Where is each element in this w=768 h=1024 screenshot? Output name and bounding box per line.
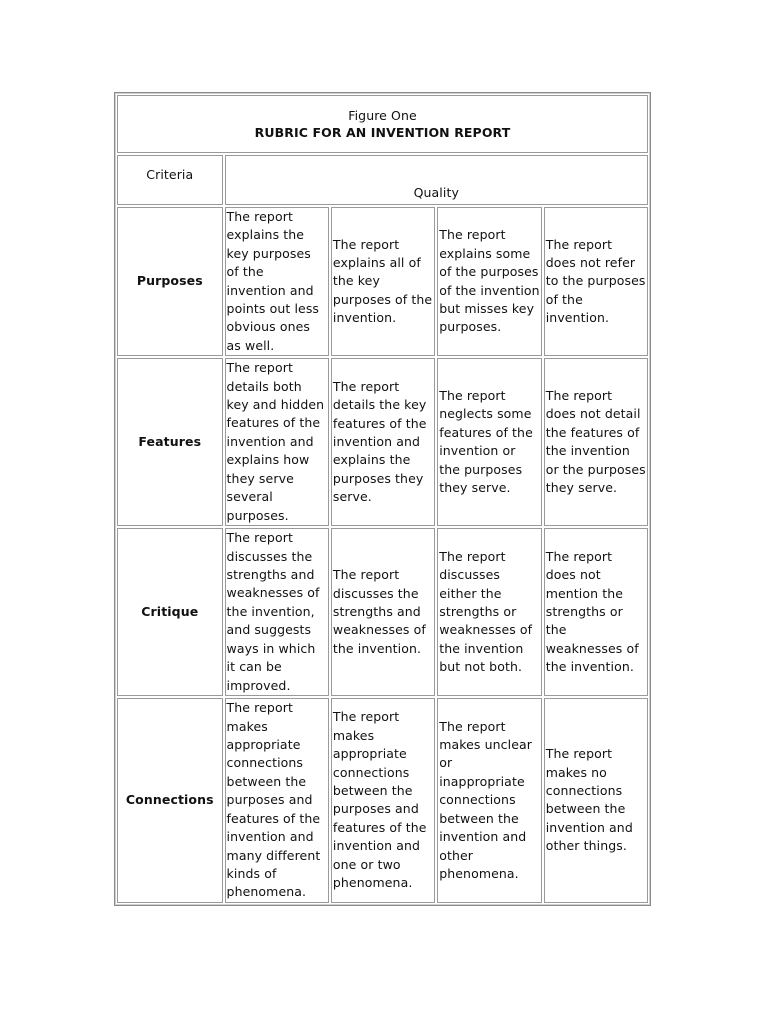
table-row bbox=[117, 528, 648, 696]
header-criteria: Criteria bbox=[117, 155, 223, 205]
quality-cell: The report explains all of the key purposes of the invention. bbox=[331, 207, 435, 356]
quality-cell: The report explains some of the purposes of the invention but misses key purposes. bbox=[437, 207, 542, 356]
figure-label: Figure One bbox=[348, 108, 417, 123]
criterion-cell: Features bbox=[117, 358, 223, 526]
quality-cell: The report does not detail the features of the invention or the purposes they serve. bbox=[544, 358, 648, 526]
quality-cell: The report discusses either the strengths or weaknesses of the invention but not both. bbox=[437, 528, 542, 696]
title-cell bbox=[117, 95, 648, 153]
quality-cell: The report makes no connections between the invention and other things. bbox=[544, 698, 648, 902]
header-quality: Quality bbox=[225, 155, 648, 205]
table-row bbox=[117, 358, 648, 526]
quality-cell: The report details the key features of the invention and explains the purposes they serve. bbox=[331, 358, 435, 526]
criterion-cell: Connections bbox=[117, 698, 223, 902]
criterion-cell: Critique bbox=[117, 528, 223, 696]
quality-cell: The report does not mention the strengths or the weaknesses of the invention. bbox=[544, 528, 648, 696]
quality-cell: The report makes unclear or inappropriate connections between the invention and other phenomena. bbox=[437, 698, 542, 902]
table-row bbox=[117, 698, 648, 902]
quality-cell: The report does not refer to the purposes of the invention. bbox=[544, 207, 648, 356]
quality-cell: The report makes appropriate connections between the purposes and features of the invention and many different kinds of phenomena. bbox=[225, 698, 329, 902]
quality-cell: The report explains the key purposes of the invention and points out less obvious ones as well. bbox=[225, 207, 329, 356]
quality-cell: The report discusses the strengths and weaknesses of the invention, and suggests ways in which it can be improved. bbox=[225, 528, 329, 696]
rubric-table bbox=[114, 92, 651, 906]
header-row bbox=[117, 155, 648, 205]
figure-title: RUBRIC FOR AN INVENTION REPORT bbox=[254, 125, 511, 140]
title-row bbox=[117, 95, 648, 153]
quality-cell: The report makes appropriate connections between the purposes and features of the invention and one or two phenomena. bbox=[331, 698, 435, 902]
quality-cell: The report discusses the strengths and weaknesses of the invention. bbox=[331, 528, 435, 696]
criterion-cell: Purposes bbox=[117, 207, 223, 356]
quality-cell: The report neglects some features of the invention or the purposes they serve. bbox=[437, 358, 542, 526]
quality-cell: The report details both key and hidden features of the invention and explains how they serve several purposes. bbox=[225, 358, 329, 526]
table-row bbox=[117, 207, 648, 356]
